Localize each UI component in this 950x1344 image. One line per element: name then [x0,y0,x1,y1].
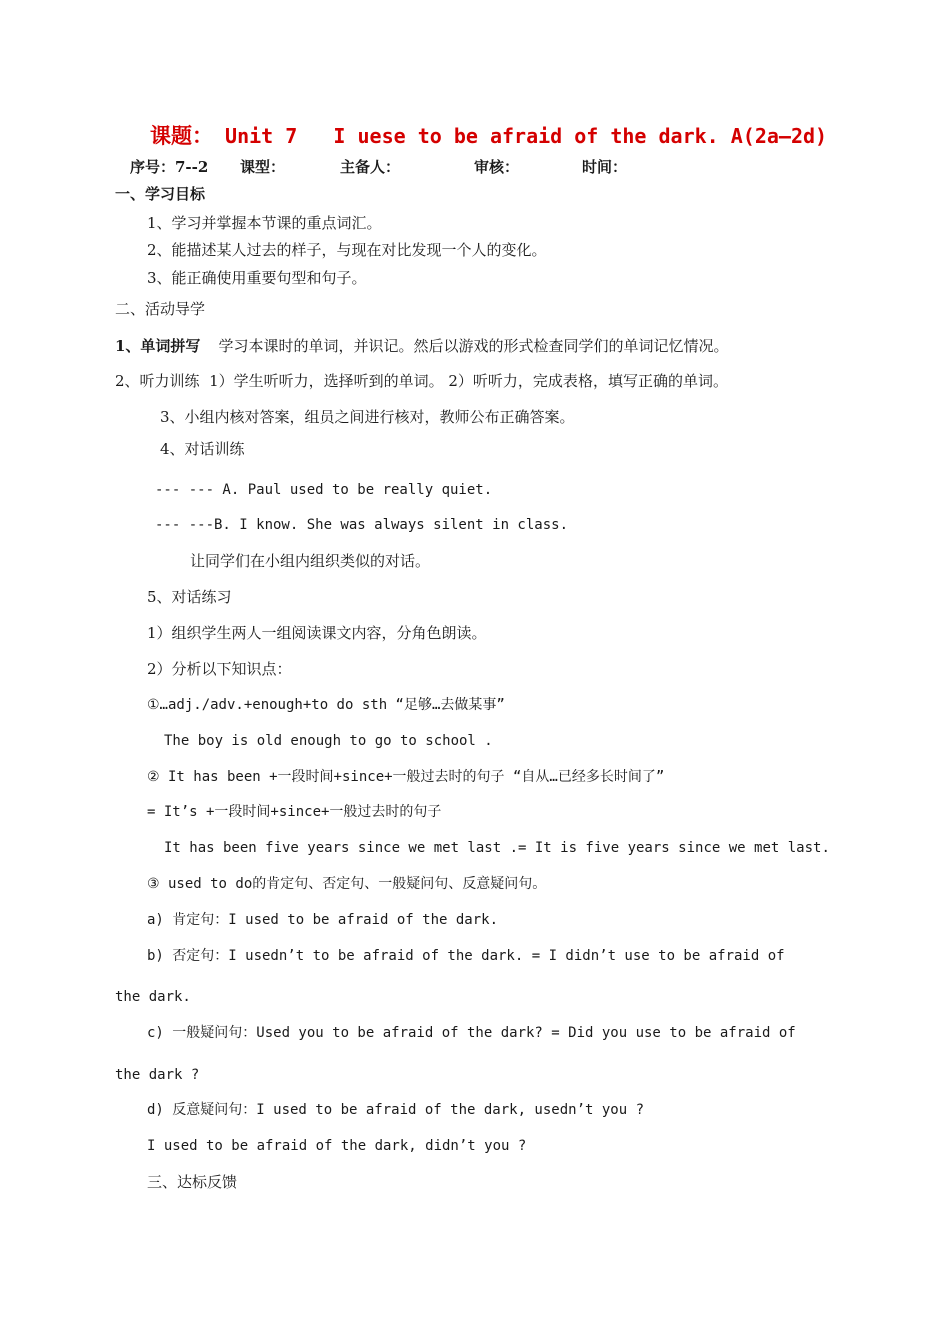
knowledge-point-2-equivalent: = It’s +一段时间+since+一般过去时的句子 [147,804,442,820]
dialog-line-b: --- ---B. I know. She was always silent in class. [155,517,569,533]
goal-item: 3、能正确使用重要句型和句子。 [147,269,367,287]
meta-row [130,157,627,177]
section-heading-feedback: 三、达标反馈 [147,1173,238,1191]
meta-reviewer: 审核： [474,158,520,176]
point-3-question: c) 一般疑问句：Used you to be afraid of the dark? = Did you use to be afraid of [147,1025,796,1041]
step-4: 4、对话训练 [160,440,245,458]
step-5: 5、对话练习 [147,588,232,606]
step-1-text: 学习本课时的单词，并识记。然后以游戏的形式检查同学们的单词记忆情况。 [218,337,729,355]
goal-item: 2、能描述某人过去的样子，与现在对比发现一个人的变化。 [147,241,547,259]
point-3-negative-continued: the dark. [115,989,191,1005]
meta-lesson-type: 课型： [240,158,286,176]
step-5-1: 1）组织学生两人一组阅读课文内容，分角色朗读。 [147,624,487,642]
point-3-tag-question-alt: I used to be afraid of the dark, didn’t you ? [147,1138,527,1154]
knowledge-point-1-example: The boy is old enough to go to school . [164,733,493,749]
step-5-2: 2）分析以下知识点： [147,660,292,678]
title-prefix: 课题： [150,123,213,148]
knowledge-point-2-example: It has been five years since we met last .= It is five years since we met last. [164,840,830,856]
document-title [150,122,827,150]
point-3-tag-question: d) 反意疑问句：I used to be afraid of the dark, usedn’t you ? [147,1102,645,1118]
step-2: 2、听力训练 1）学生听听力，选择听到的单词。 2）听听力，完成表格，填写正确的单词。 [115,372,728,390]
knowledge-point-3: ③ used to do的肯定句、否定句、一般疑问句、反意疑问句。 [147,876,547,892]
title-text: Unit 7 I uese to be afraid of the dark. A(2a—2d) [213,124,828,148]
goal-item: 1、学习并掌握本节课的重点词汇。 [147,214,382,232]
step-1-label: 1、单词拼写 [115,337,201,355]
dialog-line-a: --- --- A. Paul used to be really quiet. [155,482,493,498]
section-heading-goals: 一、学习目标 [115,185,206,203]
meta-serial: 序号：7--2 [130,158,209,176]
section-heading-activities: 二、活动导学 [115,300,206,318]
meta-preparer: 主备人： [340,158,401,176]
knowledge-point-2: ② It has been +一段时间+since+一般过去时的句子 “自从…已经多长时间了” [147,769,665,785]
meta-time: 时间： [582,158,628,176]
step-3: 3、小组内核对答案，组员之间进行核对，教师公布正确答案。 [160,408,575,426]
step-1 [115,336,728,356]
dialog-note: 让同学们在小组内组织类似的对话。 [190,552,431,570]
point-3-negative: b) 否定句：I usedn’t to be afraid of the dark. = I didn’t use to be afraid of [147,948,785,964]
knowledge-point-1: ①…adj./adv.+enough+to do sth “足够…去做某事” [147,697,505,713]
point-3-affirmative: a) 肯定句：I used to be afraid of the dark. [147,912,499,928]
point-3-question-continued: the dark ? [115,1067,200,1083]
